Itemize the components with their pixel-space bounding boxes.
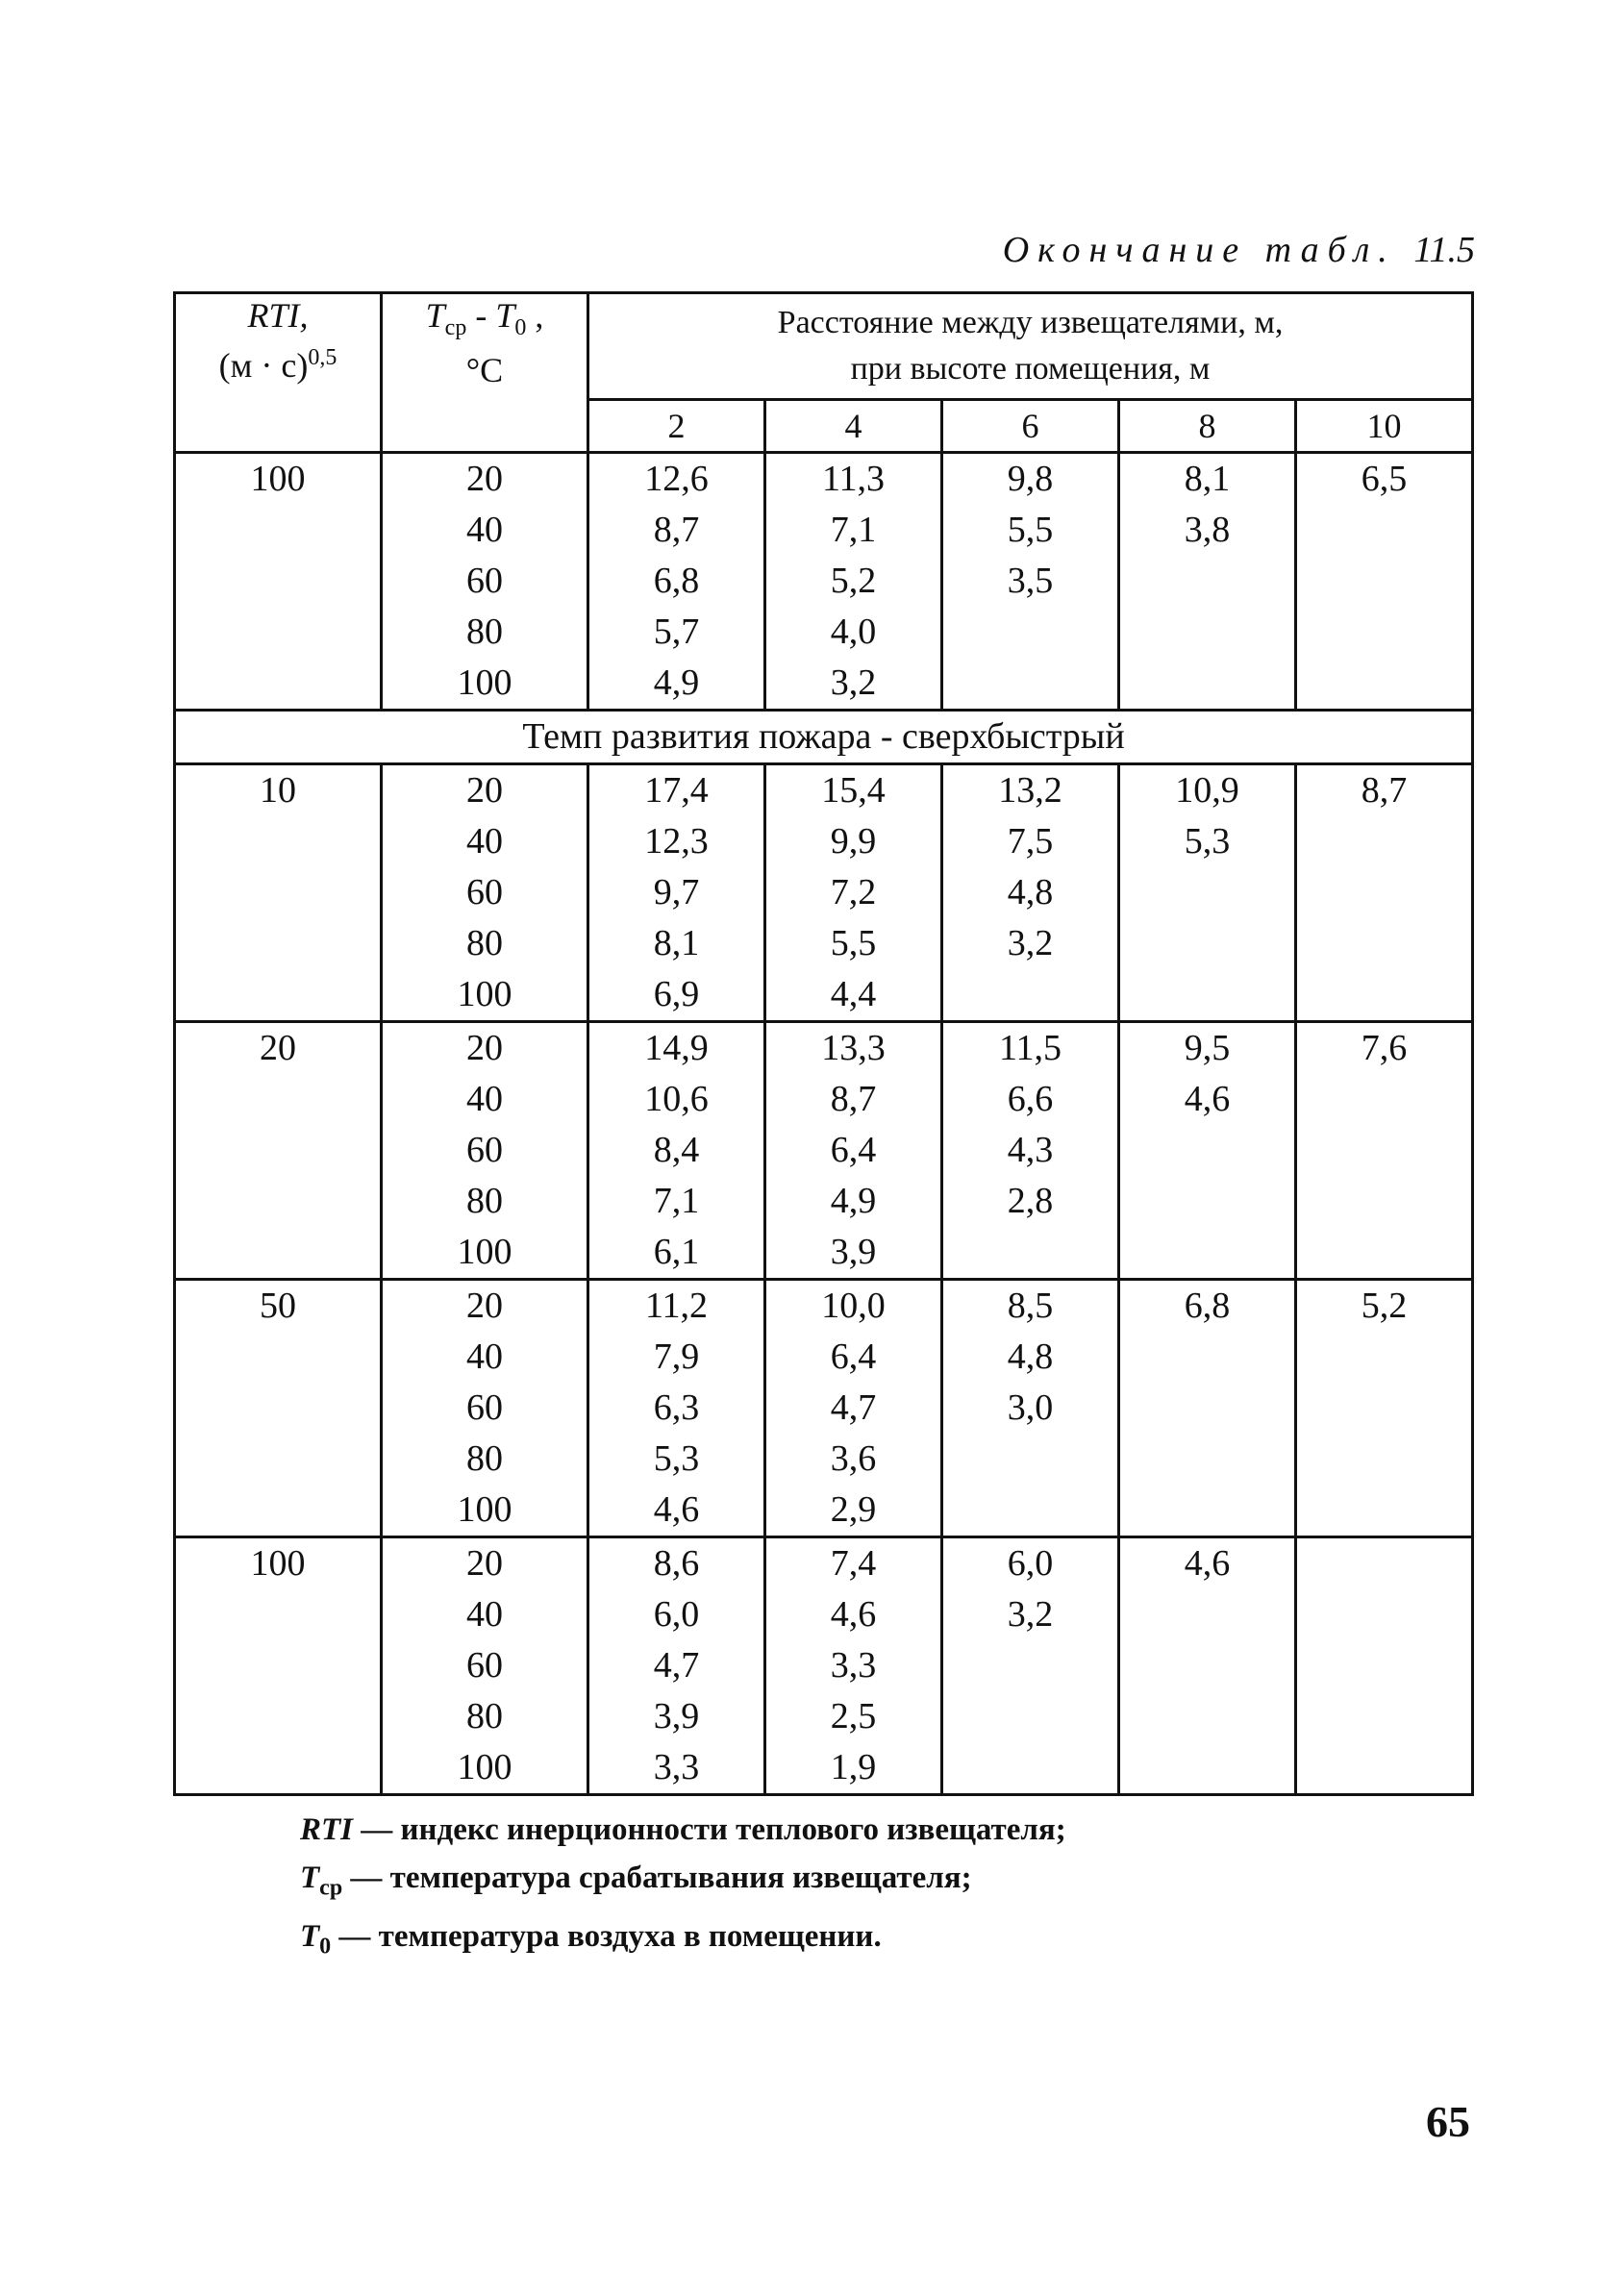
distance-value xyxy=(1297,1640,1471,1691)
distance-cell xyxy=(588,453,765,711)
distance-value xyxy=(1297,1227,1471,1278)
distance-value xyxy=(943,1434,1117,1485)
distance-value: 4,3 xyxy=(1007,1130,1054,1170)
rti-unit: (м · с) xyxy=(218,346,309,385)
distance-value: 3,9 xyxy=(830,1232,877,1272)
table-body-before xyxy=(175,453,1473,711)
distance-value xyxy=(1120,556,1294,607)
distance-value xyxy=(1297,1074,1471,1125)
section-title: Темп развития пожара - сверхбыстрый xyxy=(175,711,1473,764)
distance-cell xyxy=(1296,453,1473,711)
distance-value: 3,9 xyxy=(653,1696,700,1736)
temp-diff-value: 40 xyxy=(466,510,503,550)
distance-value: 6,4 xyxy=(830,1336,877,1377)
temp-diff-value: 100 xyxy=(457,1232,512,1272)
note-text: — температура срабатывания извещателя; xyxy=(342,1861,972,1895)
distance-value xyxy=(1120,867,1294,918)
temp-diff-value: 100 xyxy=(457,1489,512,1530)
distance-value xyxy=(943,607,1117,658)
distance-value: 15,4 xyxy=(821,770,886,811)
distance-value xyxy=(943,658,1117,709)
distance-value: 6,0 xyxy=(653,1594,700,1635)
distance-value: 8,7 xyxy=(1361,770,1408,811)
distance-cell xyxy=(942,764,1119,1022)
distance-value xyxy=(1297,1332,1471,1383)
rti-cell: 100 xyxy=(175,1537,382,1795)
distance-value xyxy=(1120,1434,1294,1485)
distance-value: 1,9 xyxy=(830,1747,877,1787)
distance-value xyxy=(1297,1125,1471,1176)
distance-value: 5,2 xyxy=(1361,1286,1408,1326)
distance-value xyxy=(943,1485,1117,1536)
distance-value: 7,9 xyxy=(653,1336,700,1377)
distance-value: 3,8 xyxy=(1184,510,1231,550)
distance-cell xyxy=(765,1022,942,1280)
temp-diff-cell xyxy=(382,1537,588,1795)
note-text: — температура воздуха в помещении. xyxy=(331,1918,882,1954)
temp-diff-value: 60 xyxy=(466,872,503,912)
distance-value: 6,6 xyxy=(1007,1079,1054,1119)
distance-value: 10,0 xyxy=(821,1286,886,1326)
temp-diff-value: 60 xyxy=(466,1645,503,1686)
distance-value: 8,5 xyxy=(1007,1286,1054,1326)
distance-cell xyxy=(588,1537,765,1795)
temp-diff-cell xyxy=(382,1022,588,1280)
span-line-2: при высоте помещения, м xyxy=(850,351,1211,387)
distance-value: 4,4 xyxy=(830,974,877,1014)
distance-value: 2,5 xyxy=(830,1696,877,1736)
distance-value: 8,7 xyxy=(830,1079,877,1119)
t-b-sub: 0 xyxy=(514,315,527,341)
distance-value: 6,3 xyxy=(653,1387,700,1428)
distance-cell xyxy=(1296,1022,1473,1280)
distance-value xyxy=(943,969,1117,1020)
distance-value xyxy=(1297,867,1471,918)
note-symbol: T xyxy=(300,1861,320,1895)
distance-value: 9,5 xyxy=(1184,1028,1231,1068)
distance-value: 7,4 xyxy=(830,1543,877,1584)
distance-value: 14,9 xyxy=(644,1028,709,1068)
distance-value: 12,3 xyxy=(644,821,709,862)
distance-value: 8,1 xyxy=(1184,459,1231,499)
table-row xyxy=(175,453,1473,711)
distance-value xyxy=(1297,918,1471,969)
distance-value: 10,6 xyxy=(644,1079,709,1119)
note-line xyxy=(300,1806,1066,1854)
distance-value xyxy=(1120,658,1294,709)
temp-diff-value: 100 xyxy=(457,1747,512,1787)
distance-value xyxy=(1120,1332,1294,1383)
distance-value: 13,3 xyxy=(821,1028,886,1068)
distance-value: 5,5 xyxy=(1007,510,1054,550)
temp-diff-cell xyxy=(382,1280,588,1537)
distance-cell xyxy=(1296,764,1473,1022)
distance-value: 6,0 xyxy=(1007,1543,1054,1584)
distance-value xyxy=(1120,1640,1294,1691)
table-body-after xyxy=(175,764,1473,1795)
distance-value: 7,6 xyxy=(1361,1028,1408,1068)
note-symbol: RTI xyxy=(300,1812,354,1847)
distance-value: 6,9 xyxy=(653,974,700,1014)
distance-value: 8,7 xyxy=(653,510,700,550)
distance-value: 4,6 xyxy=(1184,1079,1231,1119)
distance-value xyxy=(943,1691,1117,1742)
distance-value: 9,7 xyxy=(653,872,700,912)
section-row xyxy=(175,711,1473,764)
distance-cell xyxy=(942,1022,1119,1280)
distance-value: 8,4 xyxy=(653,1130,700,1170)
rti-cell: 20 xyxy=(175,1022,382,1280)
distance-value: 5,3 xyxy=(1184,821,1231,862)
distance-value: 6,8 xyxy=(653,561,700,601)
distance-cell xyxy=(1119,1537,1296,1795)
distance-value xyxy=(1297,1742,1471,1793)
height-col: 4 xyxy=(765,400,942,453)
distance-value xyxy=(1297,1383,1471,1434)
distance-value: 4,0 xyxy=(830,612,877,652)
distance-cell xyxy=(942,1280,1119,1537)
distance-value: 5,7 xyxy=(653,612,700,652)
distance-value xyxy=(1297,969,1471,1020)
distance-value xyxy=(1297,1485,1471,1536)
t-unit: °C xyxy=(465,351,504,390)
t-mid: - xyxy=(466,296,496,335)
distance-cell xyxy=(942,1537,1119,1795)
distance-value xyxy=(1120,969,1294,1020)
distance-value: 7,1 xyxy=(653,1181,700,1221)
distance-value: 3,3 xyxy=(653,1747,700,1787)
temp-diff-value: 20 xyxy=(466,1028,503,1068)
distance-value xyxy=(1120,1227,1294,1278)
distance-cell xyxy=(765,453,942,711)
distance-value xyxy=(1297,1589,1471,1640)
header-rti xyxy=(175,293,382,453)
note-line xyxy=(300,1912,1066,1971)
temp-diff-value: 100 xyxy=(457,974,512,1014)
distance-value xyxy=(1297,505,1471,556)
distance-value: 4,9 xyxy=(830,1181,877,1221)
distance-value xyxy=(1120,607,1294,658)
rti-cell: 50 xyxy=(175,1280,382,1537)
table-caption xyxy=(1003,229,1475,271)
distance-value xyxy=(1120,1176,1294,1227)
distance-value xyxy=(1120,1125,1294,1176)
page-number: 65 xyxy=(1426,2097,1470,2146)
distance-value xyxy=(1120,1589,1294,1640)
distance-value: 6,4 xyxy=(830,1130,877,1170)
t-b: T xyxy=(495,296,515,335)
height-col: 6 xyxy=(942,400,1119,453)
temp-diff-value: 80 xyxy=(466,612,503,652)
distance-value: 4,7 xyxy=(653,1645,700,1686)
distance-value: 8,6 xyxy=(653,1543,700,1584)
distance-value: 11,2 xyxy=(644,1286,709,1326)
distance-value: 3,3 xyxy=(830,1645,877,1686)
distance-value: 4,6 xyxy=(830,1594,877,1635)
distance-value xyxy=(1297,1434,1471,1485)
distance-value: 4,6 xyxy=(653,1489,700,1530)
distance-value: 5,2 xyxy=(830,561,877,601)
distance-cell xyxy=(1119,1022,1296,1280)
distance-value: 2,9 xyxy=(830,1489,877,1530)
distance-value xyxy=(1120,918,1294,969)
temp-diff-value: 40 xyxy=(466,821,503,862)
table-row xyxy=(175,1022,1473,1280)
caption-text: Окончание табл. xyxy=(1002,230,1396,270)
distance-value xyxy=(943,1227,1117,1278)
height-col: 8 xyxy=(1119,400,1296,453)
temp-diff-value: 60 xyxy=(466,1130,503,1170)
distance-value: 11,3 xyxy=(821,459,886,499)
distance-cell xyxy=(1296,1537,1473,1795)
distance-cell xyxy=(765,764,942,1022)
distance-value xyxy=(1297,1691,1471,1742)
table-row xyxy=(175,1280,1473,1537)
distance-value: 3,2 xyxy=(1007,1594,1054,1635)
distance-cell xyxy=(588,764,765,1022)
temp-diff-value: 80 xyxy=(466,923,503,963)
temp-diff-value: 60 xyxy=(466,1387,503,1428)
notes xyxy=(300,1806,1066,1970)
table-row xyxy=(175,1537,1473,1795)
distance-cell xyxy=(1119,764,1296,1022)
distance-value: 4,8 xyxy=(1007,1336,1054,1377)
temp-diff-value: 20 xyxy=(466,459,503,499)
distance-value: 3,2 xyxy=(1007,923,1054,963)
distance-value xyxy=(1120,1383,1294,1434)
distance-value: 3,2 xyxy=(830,662,877,703)
span-line-1: Расстояние между извещателями, м, xyxy=(777,305,1284,340)
rti-cell: 100 xyxy=(175,453,382,711)
temp-diff-value: 100 xyxy=(457,662,512,703)
distance-value xyxy=(943,1640,1117,1691)
distance-value: 5,3 xyxy=(653,1438,700,1479)
temp-diff-value: 80 xyxy=(466,1696,503,1736)
temp-diff-value: 60 xyxy=(466,561,503,601)
temp-diff-value: 80 xyxy=(466,1181,503,1221)
distance-value xyxy=(1120,1742,1294,1793)
distance-value: 17,4 xyxy=(644,770,709,811)
header-distance xyxy=(588,293,1473,400)
distance-value xyxy=(1297,556,1471,607)
distance-value: 4,6 xyxy=(1184,1543,1231,1584)
distance-value: 9,9 xyxy=(830,821,877,862)
header-temp-diff xyxy=(382,293,588,453)
distance-value: 10,9 xyxy=(1175,770,1239,811)
height-col: 2 xyxy=(588,400,765,453)
distance-value: 13,2 xyxy=(998,770,1062,811)
distance-value xyxy=(1297,1538,1471,1589)
temp-diff-cell xyxy=(382,453,588,711)
distance-value: 5,5 xyxy=(830,923,877,963)
t-tail: , xyxy=(526,296,544,335)
note-line xyxy=(300,1854,1066,1912)
temp-diff-value: 40 xyxy=(466,1079,503,1119)
height-col: 10 xyxy=(1296,400,1473,453)
t-a: T xyxy=(425,296,445,335)
distance-value: 12,6 xyxy=(644,459,709,499)
temp-diff-value: 40 xyxy=(466,1594,503,1635)
distance-value: 6,8 xyxy=(1184,1286,1231,1326)
rti-cell: 10 xyxy=(175,764,382,1022)
distance-cell xyxy=(765,1537,942,1795)
distance-value: 3,5 xyxy=(1007,561,1054,601)
temp-diff-value: 20 xyxy=(466,770,503,811)
distance-value: 9,8 xyxy=(1007,459,1054,499)
temp-diff-value: 40 xyxy=(466,1336,503,1377)
detector-spacing-table xyxy=(173,291,1474,1796)
distance-value: 4,8 xyxy=(1007,872,1054,912)
table-row xyxy=(175,764,1473,1022)
distance-value: 4,9 xyxy=(653,662,700,703)
caption-number: 11.5 xyxy=(1413,230,1475,270)
distance-value xyxy=(1297,1176,1471,1227)
distance-cell xyxy=(765,1280,942,1537)
distance-value xyxy=(1120,1691,1294,1742)
rti-label: RTI, xyxy=(247,296,309,335)
distance-cell xyxy=(942,453,1119,711)
distance-value: 7,5 xyxy=(1007,821,1054,862)
note-symbol-sub: ср xyxy=(319,1875,343,1901)
distance-cell xyxy=(1119,1280,1296,1537)
distance-value: 8,1 xyxy=(653,923,700,963)
temp-diff-value: 80 xyxy=(466,1438,503,1479)
distance-value xyxy=(1297,816,1471,867)
distance-value: 7,2 xyxy=(830,872,877,912)
distance-cell xyxy=(1119,453,1296,711)
note-symbol: T xyxy=(300,1918,320,1954)
temp-diff-value: 20 xyxy=(466,1286,503,1326)
distance-cell xyxy=(588,1022,765,1280)
distance-cell xyxy=(588,1280,765,1537)
distance-value: 2,8 xyxy=(1007,1181,1054,1221)
distance-value: 6,5 xyxy=(1361,459,1408,499)
distance-value: 3,6 xyxy=(830,1438,877,1479)
distance-value xyxy=(1120,1485,1294,1536)
distance-cell xyxy=(1296,1280,1473,1537)
distance-value: 11,5 xyxy=(998,1028,1062,1068)
distance-value: 3,0 xyxy=(1007,1387,1054,1428)
distance-value xyxy=(943,1742,1117,1793)
t-a-sub: ср xyxy=(444,315,467,341)
distance-value: 6,1 xyxy=(653,1232,700,1272)
distance-value xyxy=(1297,607,1471,658)
distance-value: 4,7 xyxy=(830,1387,877,1428)
rti-unit-exp: 0,5 xyxy=(308,345,337,370)
distance-value: 7,1 xyxy=(830,510,877,550)
note-symbol-sub: 0 xyxy=(319,1934,332,1960)
temp-diff-cell xyxy=(382,764,588,1022)
distance-value xyxy=(1297,658,1471,709)
note-text: — индекс инерционности теплового извещателя; xyxy=(353,1812,1066,1847)
temp-diff-value: 20 xyxy=(466,1543,503,1584)
